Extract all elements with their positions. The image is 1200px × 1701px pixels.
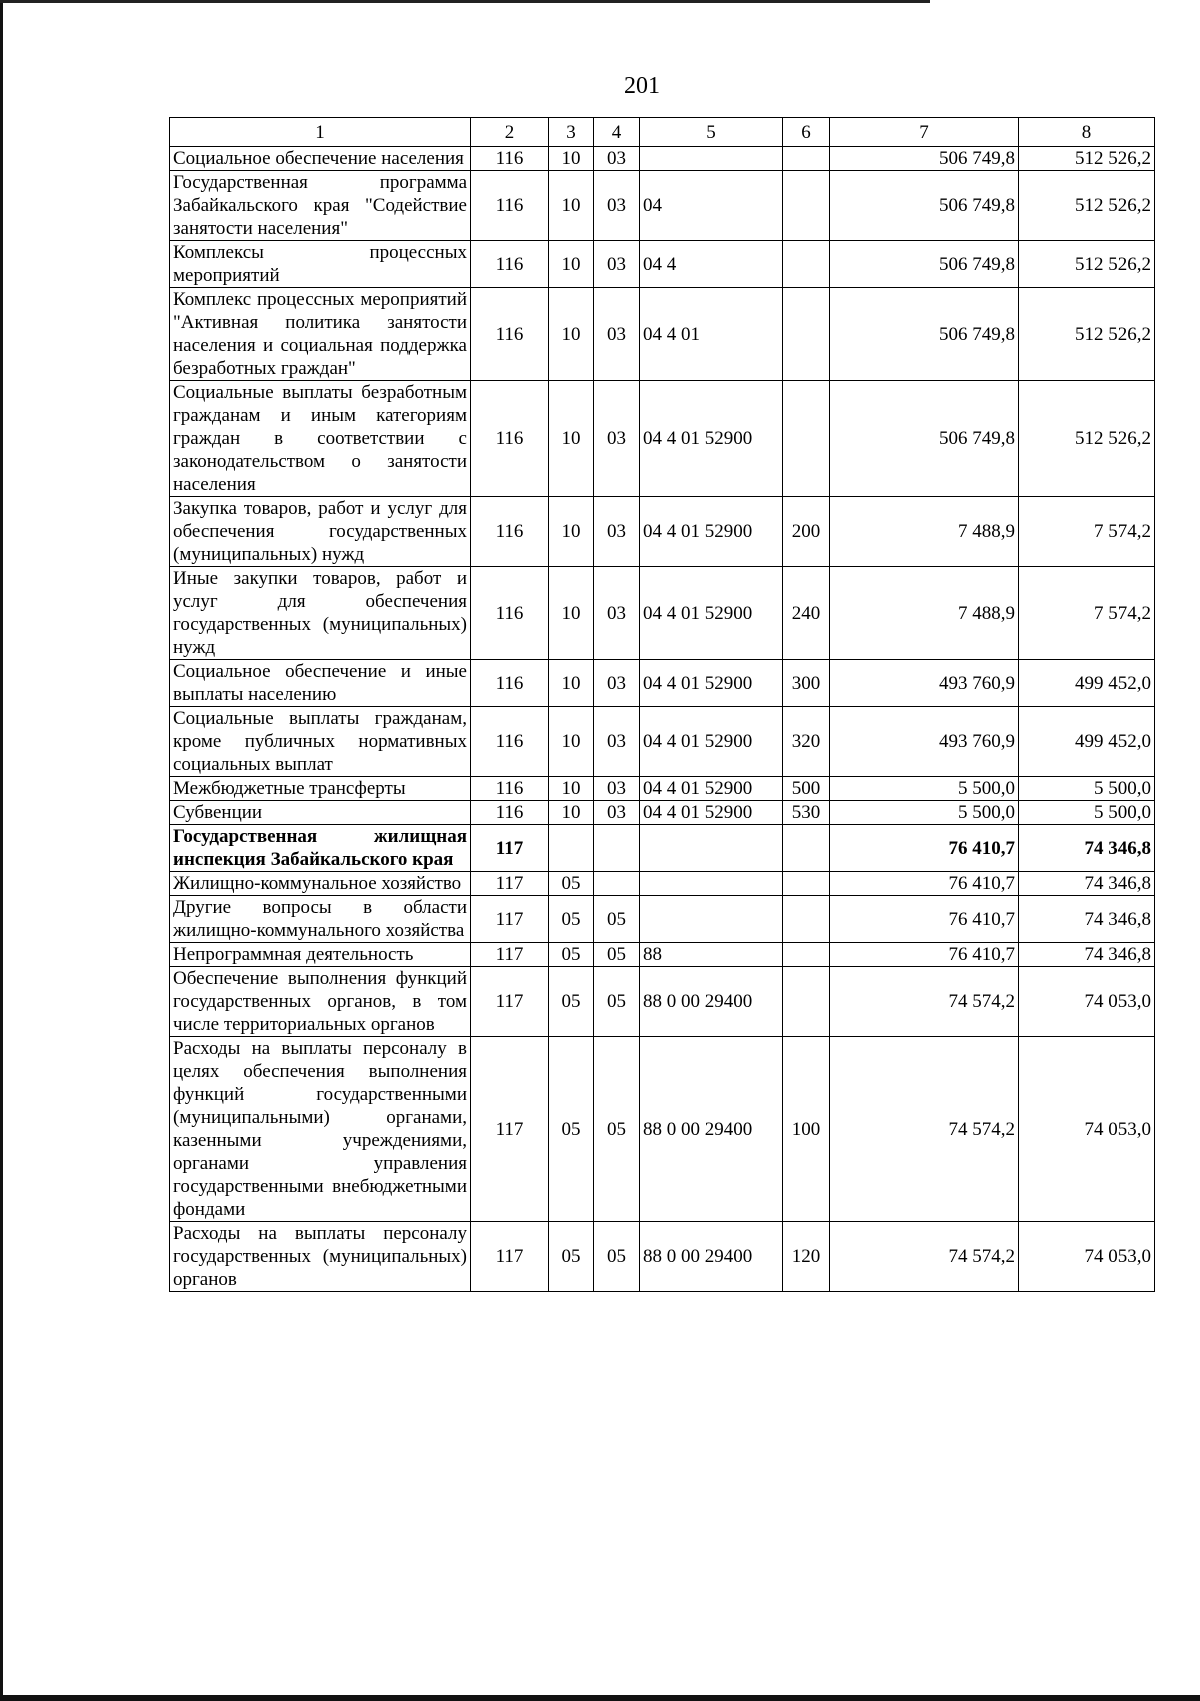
expense-type-cell — [783, 872, 830, 896]
chapter-code-cell: 116 — [471, 801, 549, 825]
amount-year2-cell: 512 526,2 — [1019, 147, 1155, 171]
amount-year1-cell: 493 760,9 — [830, 660, 1019, 707]
column-header: 6 — [783, 118, 830, 147]
chapter-code-cell: 117 — [471, 825, 549, 872]
amount-year2-cell: 512 526,2 — [1019, 241, 1155, 288]
amount-year1-cell: 506 749,8 — [830, 171, 1019, 241]
page-number: 201 — [624, 73, 660, 99]
column-header: 5 — [640, 118, 783, 147]
target-article-cell — [640, 896, 783, 943]
row-name-cell: Субвенции — [170, 801, 471, 825]
section-cell: 05 — [549, 967, 594, 1037]
amount-year2-cell: 74 346,8 — [1019, 896, 1155, 943]
amount-year1-cell: 74 574,2 — [830, 1037, 1019, 1222]
chapter-code-cell: 116 — [471, 497, 549, 567]
section-cell: 05 — [549, 896, 594, 943]
table-row — [170, 1222, 1155, 1292]
subsection-cell: 05 — [594, 943, 640, 967]
expense-type-cell — [783, 943, 830, 967]
subsection-cell: 03 — [594, 801, 640, 825]
row-name-cell: Комплексы процессных мероприятий — [170, 241, 471, 288]
chapter-code-cell: 116 — [471, 567, 549, 660]
chapter-code-cell: 116 — [471, 660, 549, 707]
row-name-cell: Комплекс процессных мероприятий "Активная политика занятости населения и социальная поддержка безработных граждан" — [170, 288, 471, 381]
chapter-code-cell: 116 — [471, 381, 549, 497]
expense-type-cell: 300 — [783, 660, 830, 707]
expense-type-cell — [783, 171, 830, 241]
row-name-cell: Государственная жилищная инспекция Забайкальского края — [170, 825, 471, 872]
section-cell: 10 — [549, 171, 594, 241]
table-row — [170, 288, 1155, 381]
subsection-cell: 03 — [594, 777, 640, 801]
amount-year2-cell: 74 346,8 — [1019, 825, 1155, 872]
section-cell: 05 — [549, 1037, 594, 1222]
row-name-cell: Социальные выплаты безработным гражданам и иным категориям граждан в соответствии с законодательством о занятости населения — [170, 381, 471, 497]
expense-type-cell — [783, 147, 830, 171]
expense-type-cell: 320 — [783, 707, 830, 777]
section-cell: 10 — [549, 660, 594, 707]
table-row — [170, 567, 1155, 660]
table-row — [170, 896, 1155, 943]
scan-edge-left — [0, 0, 3, 1701]
amount-year2-cell: 5 500,0 — [1019, 777, 1155, 801]
row-name-cell: Иные закупки товаров, работ и услуг для обеспечения государственных (муниципальных) нужд — [170, 567, 471, 660]
row-name-cell: Государственная программа Забайкальского края "Содействие занятости населения" — [170, 171, 471, 241]
target-article-cell: 04 4 01 52900 — [640, 381, 783, 497]
section-cell: 10 — [549, 381, 594, 497]
target-article-cell — [640, 872, 783, 896]
target-article-cell: 04 4 01 52900 — [640, 660, 783, 707]
row-name-cell: Жилищно-коммунальное хозяйство — [170, 872, 471, 896]
chapter-code-cell: 117 — [471, 896, 549, 943]
target-article-cell — [640, 825, 783, 872]
amount-year1-cell: 7 488,9 — [830, 567, 1019, 660]
amount-year1-cell: 5 500,0 — [830, 801, 1019, 825]
expense-type-cell: 500 — [783, 777, 830, 801]
section-cell: 10 — [549, 707, 594, 777]
chapter-code-cell: 117 — [471, 967, 549, 1037]
amount-year1-cell: 506 749,8 — [830, 288, 1019, 381]
row-name-cell: Другие вопросы в области жилищно-коммунального хозяйства — [170, 896, 471, 943]
expense-type-cell: 200 — [783, 497, 830, 567]
expense-type-cell: 120 — [783, 1222, 830, 1292]
amount-year2-cell: 74 053,0 — [1019, 1222, 1155, 1292]
expense-type-cell — [783, 967, 830, 1037]
section-cell: 10 — [549, 567, 594, 660]
target-article-cell: 04 4 — [640, 241, 783, 288]
row-name-cell: Социальное обеспечение населения — [170, 147, 471, 171]
table-row — [170, 707, 1155, 777]
target-article-cell: 04 — [640, 171, 783, 241]
column-header: 2 — [471, 118, 549, 147]
subsection-cell: 03 — [594, 171, 640, 241]
section-cell: 05 — [549, 1222, 594, 1292]
row-name-cell: Закупка товаров, работ и услуг для обеспечения государственных (муниципальных) нужд — [170, 497, 471, 567]
chapter-code-cell: 117 — [471, 1222, 549, 1292]
table-row — [170, 241, 1155, 288]
target-article-cell: 04 4 01 52900 — [640, 801, 783, 825]
section-cell: 10 — [549, 777, 594, 801]
table-row — [170, 497, 1155, 567]
amount-year2-cell: 74 053,0 — [1019, 1037, 1155, 1222]
amount-year1-cell: 506 749,8 — [830, 147, 1019, 171]
column-header: 1 — [170, 118, 471, 147]
column-header: 7 — [830, 118, 1019, 147]
table-row — [170, 660, 1155, 707]
subsection-cell: 05 — [594, 896, 640, 943]
amount-year2-cell: 74 053,0 — [1019, 967, 1155, 1037]
chapter-code-cell: 116 — [471, 777, 549, 801]
chapter-code-cell: 117 — [471, 1037, 549, 1222]
target-article-cell: 88 0 00 29400 — [640, 1037, 783, 1222]
subsection-cell: 03 — [594, 497, 640, 567]
section-cell — [549, 825, 594, 872]
chapter-code-cell: 117 — [471, 872, 549, 896]
chapter-code-cell: 116 — [471, 171, 549, 241]
amount-year2-cell: 74 346,8 — [1019, 943, 1155, 967]
chapter-code-cell: 116 — [471, 241, 549, 288]
amount-year2-cell: 499 452,0 — [1019, 707, 1155, 777]
subsection-cell: 03 — [594, 381, 640, 497]
section-cell: 05 — [549, 943, 594, 967]
row-name-cell: Межбюджетные трансферты — [170, 777, 471, 801]
amount-year1-cell: 76 410,7 — [830, 872, 1019, 896]
target-article-cell — [640, 147, 783, 171]
expense-type-cell — [783, 825, 830, 872]
subsection-cell: 03 — [594, 707, 640, 777]
row-name-cell: Расходы на выплаты персоналу государственных (муниципальных) органов — [170, 1222, 471, 1292]
target-article-cell: 04 4 01 52900 — [640, 497, 783, 567]
subsection-cell: 05 — [594, 1222, 640, 1292]
table-row — [170, 147, 1155, 171]
table-row — [170, 801, 1155, 825]
amount-year2-cell: 512 526,2 — [1019, 381, 1155, 497]
amount-year1-cell: 5 500,0 — [830, 777, 1019, 801]
amount-year1-cell: 506 749,8 — [830, 381, 1019, 497]
row-name-cell: Социальное обеспечение и иные выплаты населению — [170, 660, 471, 707]
table-row — [170, 171, 1155, 241]
subsection-cell: 03 — [594, 288, 640, 381]
row-name-cell: Расходы на выплаты персоналу в целях обеспечения выполнения функций государственными (муниципальными) органами, казенными учреждениями, органами управления государственными внебюджетными фондами — [170, 1037, 471, 1222]
amount-year1-cell: 76 410,7 — [830, 943, 1019, 967]
scan-edge-top — [0, 0, 930, 3]
amount-year1-cell: 76 410,7 — [830, 896, 1019, 943]
amount-year2-cell: 512 526,2 — [1019, 288, 1155, 381]
subsection-cell: 03 — [594, 241, 640, 288]
target-article-cell: 88 — [640, 943, 783, 967]
subsection-cell: 05 — [594, 1037, 640, 1222]
target-article-cell: 04 4 01 52900 — [640, 567, 783, 660]
table-row — [170, 967, 1155, 1037]
amount-year1-cell: 506 749,8 — [830, 241, 1019, 288]
subsection-cell — [594, 825, 640, 872]
table-row — [170, 825, 1155, 872]
table-row — [170, 872, 1155, 896]
table-row — [170, 943, 1155, 967]
amount-year1-cell: 7 488,9 — [830, 497, 1019, 567]
section-cell: 10 — [549, 497, 594, 567]
chapter-code-cell: 116 — [471, 147, 549, 171]
expense-type-cell: 240 — [783, 567, 830, 660]
subsection-cell: 03 — [594, 660, 640, 707]
expense-type-cell — [783, 381, 830, 497]
expense-type-cell — [783, 896, 830, 943]
row-name-cell: Непрограммная деятельность — [170, 943, 471, 967]
amount-year1-cell: 74 574,2 — [830, 1222, 1019, 1292]
expense-type-cell — [783, 288, 830, 381]
table-row — [170, 381, 1155, 497]
amount-year2-cell: 74 346,8 — [1019, 872, 1155, 896]
section-cell: 10 — [549, 801, 594, 825]
target-article-cell: 04 4 01 — [640, 288, 783, 381]
amount-year2-cell: 512 526,2 — [1019, 171, 1155, 241]
chapter-code-cell: 116 — [471, 288, 549, 381]
target-article-cell: 88 0 00 29400 — [640, 967, 783, 1037]
amount-year1-cell: 493 760,9 — [830, 707, 1019, 777]
column-header: 8 — [1019, 118, 1155, 147]
section-cell: 05 — [549, 872, 594, 896]
expense-type-cell: 100 — [783, 1037, 830, 1222]
target-article-cell: 04 4 01 52900 — [640, 777, 783, 801]
expense-type-cell: 530 — [783, 801, 830, 825]
amount-year2-cell: 7 574,2 — [1019, 497, 1155, 567]
expense-type-cell — [783, 241, 830, 288]
column-header: 4 — [594, 118, 640, 147]
column-header: 3 — [549, 118, 594, 147]
section-cell: 10 — [549, 147, 594, 171]
target-article-cell: 04 4 01 52900 — [640, 707, 783, 777]
row-name-cell: Социальные выплаты гражданам, кроме публичных нормативных социальных выплат — [170, 707, 471, 777]
row-name-cell: Обеспечение выполнения функций государственных органов, в том числе территориальных органов — [170, 967, 471, 1037]
subsection-cell — [594, 872, 640, 896]
amount-year1-cell: 76 410,7 — [830, 825, 1019, 872]
amount-year2-cell: 499 452,0 — [1019, 660, 1155, 707]
budget-table — [169, 117, 1155, 1292]
section-cell: 10 — [549, 288, 594, 381]
scan-edge-bottom — [0, 1695, 1200, 1701]
table-row — [170, 777, 1155, 801]
subsection-cell: 03 — [594, 147, 640, 171]
amount-year2-cell: 7 574,2 — [1019, 567, 1155, 660]
table-row — [170, 1037, 1155, 1222]
chapter-code-cell: 116 — [471, 707, 549, 777]
amount-year2-cell: 5 500,0 — [1019, 801, 1155, 825]
target-article-cell: 88 0 00 29400 — [640, 1222, 783, 1292]
subsection-cell: 05 — [594, 967, 640, 1037]
section-cell: 10 — [549, 241, 594, 288]
subsection-cell: 03 — [594, 567, 640, 660]
chapter-code-cell: 117 — [471, 943, 549, 967]
amount-year1-cell: 74 574,2 — [830, 967, 1019, 1037]
table-header-row — [170, 118, 1155, 147]
